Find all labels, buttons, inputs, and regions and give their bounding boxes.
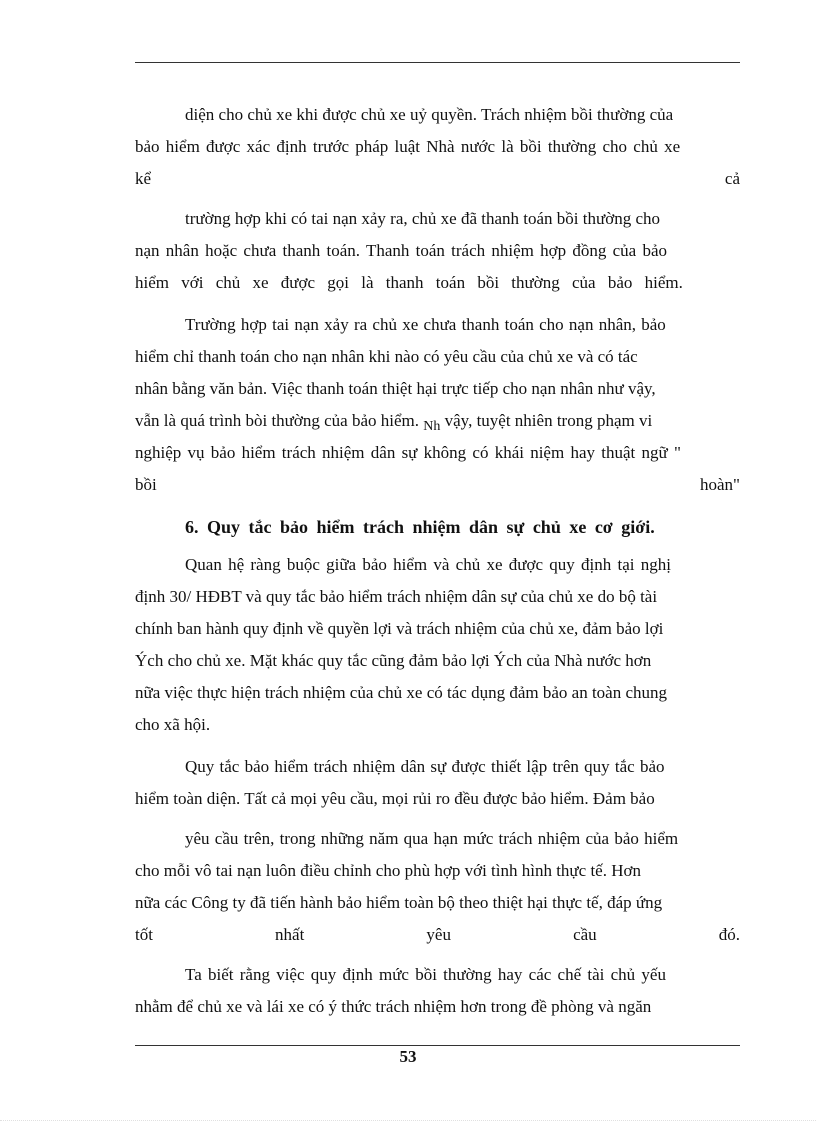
text-line: nhằm để chủ xe và lái xe có ý thức trách nhiệm hơn trong đề phòng và ngăn (135, 997, 652, 1016)
text-line: nghiệp vụ bảo hiểm trách nhiệm dân sự không có khái niệm hay thuật ngữ " (135, 443, 681, 462)
text-line: tốt nhất yêu cầu đó. (135, 925, 740, 944)
text-line: Quan hệ ràng buộc giữa bảo hiểm và chủ xe được quy định tại nghị (185, 555, 671, 574)
text-line: Quy tắc bảo hiểm trách nhiệm dân sự được thiết lập trên quy tắc bảo (185, 757, 665, 776)
text-line: hiểm toàn diện. Tất cả mọi yêu cầu, mọi rủi ro đều được bảo hiểm. Đảm bảo (135, 789, 655, 808)
text-line: cho mỗi vô tai nạn luôn điều chỉnh cho phù hợp với tình hình thực tế. Hơn (135, 861, 641, 880)
text-line: hiểm với chủ xe được gọi là thanh toán bồi thường của bảo hiểm. (135, 273, 683, 292)
page-number: 53 (399, 1047, 417, 1066)
text-line: yêu cầu trên, trong những năm qua hạn mức trách nhiệm của bảo hiểm (185, 829, 679, 848)
text-line: kể cả (135, 169, 740, 188)
text-line: diện cho chủ xe khi được chủ xe uỷ quyền. Trách nhiệm bồi thường của (185, 105, 674, 124)
text-line: bảo hiểm được xác định trước pháp luật Nhà nước là bồi thường cho chủ xe (135, 137, 681, 156)
text-line: Ta biết rằng việc quy định mức bồi thường hay các chế tài chủ yếu (185, 965, 666, 984)
text-line: nữa việc thực hiện trách nhiệm của chủ xe có tác dụng đảm bảo an toàn chung (135, 683, 668, 702)
text-line: hiểm chỉ thanh toán cho nạn nhân khi nào có yêu cầu của chủ xe và có tác (135, 347, 638, 366)
text-line: nhân bằng văn bản. Việc thanh toán thiệt hại trực tiếp cho nạn nhân như vậy, (135, 379, 656, 398)
text-line: trường hợp khi có tai nạn xảy ra, chủ xe đã thanh toán bồi thường cho (185, 209, 661, 228)
header-rule (135, 62, 740, 63)
text-line: bồi hoàn" (135, 475, 740, 494)
section-heading: 6. Quy tắc bảo hiểm trách nhiệm dân sự chủ xe cơ giới. (185, 517, 655, 537)
text-line: cho xã hội. (135, 715, 211, 734)
footer-rule (135, 1045, 740, 1046)
text-line: nạn nhân hoặc chưa thanh toán. Thanh toán trách nhiệm hợp đồng của bảo (135, 241, 668, 260)
text-line: định 30/ HĐBT và quy tắc bảo hiểm trách nhiệm dân sự của chủ xe do bộ tài (135, 587, 658, 606)
text-line: chính ban hành quy định về quyền lợi và trách nhiệm của chủ xe, đảm bảo lợi (135, 619, 664, 638)
page-edge-divider (0, 1120, 816, 1121)
text-line: Ých cho chủ xe. Mặt khác quy tắc cũng đảm bảo lợi Ých của Nhà nước hơn (135, 651, 652, 670)
text-line: nữa các Công ty đã tiến hành bảo hiểm toàn bộ theo thiệt hại thực tế, đáp ứng (135, 893, 663, 912)
text-line: Trường hợp tai nạn xảy ra chủ xe chưa thanh toán cho nạn nhân, bảo (185, 315, 666, 334)
text-line: vẫn là quá trình bòi thường của bảo hiểm. $_{Nh}$ vậy, tuyệt nhiên trong phạm vi (135, 411, 653, 434)
